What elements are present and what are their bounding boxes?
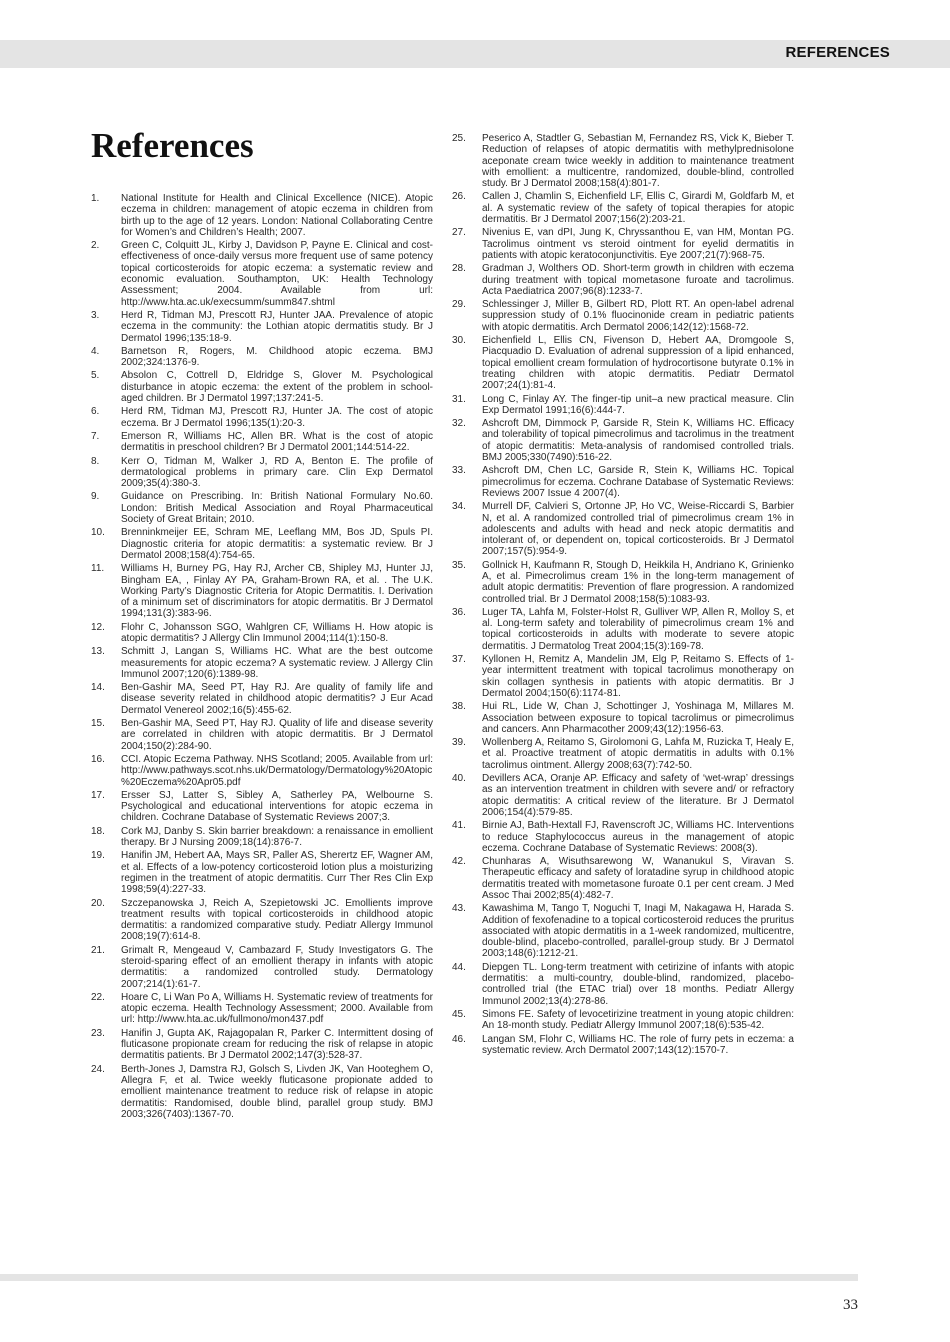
reference-text: Birnie AJ, Bath-Hextall FJ, Ravenscroft JC, Williams HC. Interventions to reduce Staphylococcus aureus in the management of atopic eczema. Cochrane Database of Systematic Reviews: 2008(3). (482, 820, 794, 854)
reference-number: 32. (452, 418, 466, 430)
reference-text: Gollnick H, Kaufmann R, Stough D, Heikkila H, Andriano K, Grinienko A, et al. Pimecrolimus cream 1% in the long-term management of adult atopic dermatitis: Prevention of flare progression. A randomized controlled trial. Br J Dermatol 2008;158(5):1083-93. (482, 559, 794, 605)
reference-number: 35. (452, 559, 466, 571)
reference-text: CCI. Atopic Eczema Pathway. NHS Scotland; 2005. Available from url: http://www.pathways.scot.nhs.uk/Dermatology/Dermatology%20Atopic%20Eczema%20Apr05.pdf (121, 753, 433, 788)
reference-text: Ashcroft DM, Dimmock P, Garside R, Stein K, Williams HC. Efficacy and tolerability of topical pimecrolimus and tacrolimus in the treatment of atopic dermatitis: Meta-analysis of randomised controlled trials. BMJ 2005;330(7490):516-22. (482, 418, 794, 464)
reference-text: Emerson R, Williams HC, Allen BR. What is the cost of atopic dermatitis in preschool children? Br J Dermatol 2001;144:514-22. (121, 430, 433, 454)
reference-item (91, 850, 433, 895)
reference-text: Kawashima M, Tango T, Noguchi T, Inagi M, Nakagawa H, Harada S. Addition of fexofenadine to a topical corticosteroid reduces the pruritus associated with atopic dermatitis in a 1-week randomized, multicentre, double-blind, placebo-controlled, parallel-group study. Br J Dermatol 2003;148(6):1212-21. (482, 903, 794, 960)
reference-text: Hanifin JM, Hebert AA, Mays SR, Paller AS, Sherertz EF, Wagner AM, et al. Effects of a low-potency corticosteroid lotion plus a moisturizing regimen in the treatment of atopic dermatitis. Curr Ther Res Clin Exp 1998;59(4):227-33. (121, 850, 433, 896)
reference-number: 7. (91, 430, 100, 442)
reference-text: Callen J, Chamlin S, Eichenfield LF, Ellis C, Girardi M, Goldfarb M, et al. A systematic review of the safety of topical therapies for atopic dermatitis. Br J Dermatol 2007;156(2):203-21. (482, 191, 794, 226)
reference-item (91, 456, 433, 490)
reference-number: 4. (91, 345, 100, 357)
reference-text: Hanifin J, Gupta AK, Rajagopalan R, Parker C. Intermittent dosing of fluticasone propionate cream for reducing the risk of relapse in atopic dermatitis patients. Br J Dermatol 2002;147(3):528-37. (121, 1027, 433, 1062)
reference-number: 44. (452, 961, 466, 973)
reference-item (452, 227, 794, 261)
reference-text: Eichenfield L, Ellis CN, Fivenson D, Hebert AA, Dromgoole S, Piacquadio D. Evaluation of adrenal suppression of a lipid enhanced, topical emollient cream formulation of hydrocortisone butyrate 0.1% in treating children with atopic dermatitis. Pediatr Dermatol 2007;24(1):81-4. (482, 335, 794, 392)
reference-item (452, 133, 794, 189)
reference-number: 16. (91, 753, 105, 765)
reference-number: 38. (452, 701, 466, 713)
reference-text: Ersser SJ, Latter S, Sibley A, Satherley PA, Welbourne S. Psychological and educational interventions for atopic eczema in children. Cochrane Database of Systematic Reviews 2007;3. (121, 789, 433, 824)
reference-number: 29. (452, 299, 466, 311)
reference-text: Green C, Colquitt JL, Kirby J, Davidson P, Payne E. Clinical and cost-effectiveness of once-daily versus more frequent use of same potency topical corticosteroids for atopic eczema: a systematic review and economic evaluation. Southampton, UK: Health Technology Assessment; 2004. Available from url: http://www.hta.ac.uk/execsumm/summ847.shtml (121, 240, 433, 308)
footer-bar (0, 1274, 858, 1281)
reference-number: 37. (452, 654, 466, 666)
reference-number: 3. (91, 309, 100, 321)
reference-item (91, 1028, 433, 1062)
reference-text: Herd RM, Tidman MJ, Prescott RJ, Hunter JA. The cost of atopic eczema. Br J Dermatol 1996;135(1):20-3. (121, 406, 433, 429)
reference-text: Hui RL, Lide W, Chan J, Schottinger J, Yoshinaga M, Millares M. Association between exposure to topical tacrolimus or pimecrolimus and cancers. Ann Pharmacother 2009;43(12):1956-63. (482, 701, 794, 735)
reference-item (452, 856, 794, 901)
reference-text: Williams H, Burney PG, Hay RJ, Archer CB, Shipley MJ, Hunter JJ, Bingham EA, , Finlay AY PA, Graham-Brown RA, et al. . The U.K. Working Party’s Diagnostic Criteria for Atopic Dermatitis. I. Derivation of a minimum set of discriminators for atopic dermatitis. Br J Dermatol 1994;131(3):383-96. (121, 563, 433, 620)
reference-text: Ben-Gashir MA, Seed PT, Hay RJ. Are quality of family life and disease severity related in childhood atopic dermatitis? J Eur Acad Dermatol Venereol 2002;16(5):455-62. (121, 682, 433, 716)
reference-item (452, 820, 794, 854)
reference-item (91, 790, 433, 824)
reference-text: Kyllonen H, Remitz A, Mandelin JM, Elg P, Reitamo S. Effects of 1-year intermittent treatment with topical tacrolimus monotherapy on skin collagen synthesis in patients with atopic dermatitis. Br J Dermatol 2004;150(6):1174-81. (482, 654, 794, 699)
reference-item (452, 962, 794, 1007)
reference-text: Szczepanowska J, Reich A, Szepietowski JC. Emollients improve treatment results with topical corticosteroids in childhood atopic dermatitis: a randomized comparative study. Pediatr Allergy Immunol 2008;19(7):614-8. (121, 897, 433, 943)
reference-item (91, 527, 433, 561)
reference-number: 25. (452, 133, 466, 144)
page-number: 33 (843, 1297, 858, 1313)
reference-item (452, 501, 794, 557)
reference-item (452, 903, 794, 959)
reference-text: Flohr C, Johansson SGO, Wahlgren CF, Williams H. How atopic is atopic dermatitis? J Allergy Clin Immunol 2004;114(1):150-8. (121, 621, 433, 644)
reference-item (452, 191, 794, 225)
reference-text: Devillers ACA, Oranje AP. Efficacy and safety of ‘wet-wrap’ dressings as an intervention treatment in children with severe and/ or refractory atopic dermatitis: A critical review of the literature. Br J Dermatol 2006;154(4):579-85. (482, 773, 794, 818)
reference-text: Grimalt R, Mengeaud V, Cambazard F, Study Investigators G. The steroid-sparing effect of an emollient therapy in infants with atopic dermatitis: a randomized controlled study. Dermatology 2007;214(1):61-7. (121, 944, 433, 990)
reference-number: 22. (91, 991, 105, 1003)
reference-item (91, 622, 433, 645)
reference-number: 24. (91, 1063, 105, 1075)
reference-item (452, 701, 794, 735)
reference-item (91, 646, 433, 680)
reference-number: 2. (91, 240, 100, 252)
reference-number: 18. (91, 825, 105, 837)
reference-item (91, 992, 433, 1026)
reference-item (91, 193, 433, 238)
reference-text: Brenninkmeijer EE, Schram ME, Leeflang MM, Bos JD, Spuls PI. Diagnostic criteria for atopic dermatitis: a systematic review. Br J Dermatol 2008;158(4):754-65. (121, 527, 433, 561)
reference-text: Berth-Jones J, Damstra RJ, Golsch S, Livden JK, Van Hooteghem O, Allegra F, et al. Twice weekly fluticasone propionate added to emollient maintenance treatment to reduce risk of relapse in atopic dermatitis: Randomised, double blind, parallel group study. BMJ 2003;326(7403):1367-70. (121, 1063, 433, 1120)
running-header: REFERENCES (785, 44, 890, 61)
reference-number: 9. (91, 491, 100, 503)
reference-item (91, 346, 433, 369)
reference-text: Murrell DF, Calvieri S, Ortonne JP, Ho VC, Weise-Riccardi S, Barbier N, et al. A randomized controlled trial of pimecrolimus cream 1% in adolescents and adults with head and neck atopic dermatitis and intolerant of, or dependent on, topical corticosteroids. Br J Dermatol 2007;157(5):954-9. (482, 501, 794, 558)
reference-text: Cork MJ, Danby S. Skin barrier breakdown: a renaissance in emollient therapy. Br J Nursing 2009;18(14):876-7. (121, 825, 433, 849)
reference-item (91, 491, 433, 525)
reference-number: 34. (452, 501, 466, 513)
reference-number: 39. (452, 737, 466, 749)
reference-number: 6. (91, 406, 100, 418)
reference-item (91, 240, 433, 308)
reference-text: Absolon C, Cottrell D, Eldridge S, Glover M. Psychological disturbance in atopic eczema: the extent of the problem in school-aged children. Br J Dermatol 1997;137:241-5. (121, 370, 433, 405)
reference-number: 5. (91, 370, 100, 382)
reference-number: 46. (452, 1033, 466, 1045)
reference-text: Barnetson R, Rogers, M. Childhood atopic eczema. BMJ 2002;324:1376-9. (121, 345, 433, 369)
reference-text: Langan SM, Flohr C, Williams HC. The role of furry pets in eczema: a systematic review. Arch Dermatol 2007;143(12):1570-7. (482, 1033, 794, 1056)
reference-text: Schlessinger J, Miller B, Gilbert RD, Plott RT. An open-label adrenal suppression study of 0.1% fluocinonide cream in pediatric patients with atopic dermatitis. Arch Dermatol 2006;142(12):1568-72. (482, 299, 794, 333)
reference-number: 8. (91, 455, 100, 467)
reference-item (91, 563, 433, 619)
reference-number: 10. (91, 527, 105, 539)
reference-text: National Institute for Health and Clinical Excellence (NICE). Atopic eczema in children: management of atopic eczema in children from birth up to the age of 12 years. London: National Collaborating Centre for Women’s and Children’s Health; 2007. (121, 193, 433, 238)
reference-number: 43. (452, 903, 466, 915)
reference-number: 20. (91, 897, 105, 909)
reference-text: Guidance on Prescribing. In: British National Formulary No.60. London: British Medical Association and Royal Pharmaceutical Society of Great Britain; 2010. (121, 491, 433, 526)
reference-text: Wollenberg A, Reitamo S, Girolomoni G, Lahfa M, Ruzicka T, Healy E, et al. Proactive treatment of atopic dermatitis in adults with 0.1% tacrolimus ointment. Allergy 2008;63(7):742-50. (482, 737, 794, 771)
reference-number: 13. (91, 646, 105, 658)
reference-text: Ben-Gashir MA, Seed PT, Hay RJ. Quality of life and disease severity are correlated in children with atopic dermatitis. Br J Dermatol 2004;150(2):284-90. (121, 718, 433, 752)
reference-number: 15. (91, 718, 105, 730)
reference-number: 11. (91, 563, 105, 575)
reference-item (452, 654, 794, 699)
reference-item (91, 406, 433, 429)
reference-number: 12. (91, 621, 105, 633)
reference-item (91, 826, 433, 849)
reference-number: 1. (91, 193, 100, 204)
reference-number: 41. (452, 820, 466, 832)
reference-number: 28. (452, 263, 466, 275)
reference-number: 40. (452, 773, 466, 785)
reference-item (452, 773, 794, 818)
reference-number: 36. (452, 606, 466, 618)
reference-text: Herd R, Tidman MJ, Prescott RJ, Hunter JAA. Prevalence of atopic eczema in the community: the Lothian atopic dermatitis study. Br J Dermatol 1996;135:18-9. (121, 309, 433, 344)
reference-number: 45. (452, 1008, 466, 1020)
references-column-left (91, 193, 433, 1122)
references-column-right (452, 133, 794, 1058)
reference-item (91, 370, 433, 404)
reference-item (452, 560, 794, 605)
reference-text: Kerr O, Tidman M, Walker J, RD A, Benton E. The profile of dermatological problems in primary care. Clin Exp Dermatol 2009;35(4):380-3. (121, 455, 433, 490)
reference-number: 17. (91, 789, 105, 801)
reference-item (452, 607, 794, 652)
reference-item (452, 418, 794, 463)
reference-number: 31. (452, 393, 466, 405)
reference-number: 26. (452, 191, 466, 203)
reference-item (452, 1034, 794, 1057)
reference-number: 33. (452, 465, 466, 477)
reference-text: Peserico A, Stadtler G, Sebastian M, Fernandez RS, Vick K, Bieber T. Reduction of relapses of atopic dermatitis with methylprednisolone aceponate cream twice weekly in addition to maintenance treatment with emollient: a multicentre, randomized, double-blind, controlled study. Br J Dermatol 2008;158(4):801-7. (482, 133, 794, 190)
reference-item (91, 431, 433, 454)
reference-number: 30. (452, 335, 466, 347)
reference-item (452, 263, 794, 297)
reference-item (452, 465, 794, 499)
reference-item (452, 394, 794, 417)
reference-text: Nivenius E, van dPI, Jung K, Chryssanthou E, van HM, Montan PG. Tacrolimus ointment vs steroid ointment for eyelid dermatitis in patients with atopic keratoconjunctivitis. Eye 2007;21(7):968-75. (482, 227, 794, 261)
reference-number: 27. (452, 227, 466, 239)
reference-text: Diepgen TL. Long-term treatment with cetirizine of infants with atopic dermatitis: a multi-country, double-blind, randomized, placebo-controlled trial (the ETAC trial) over 18 months. Pediatr Allergy Immunol 2002;13(4):278-86. (482, 961, 794, 1007)
reference-text: Luger TA, Lahfa M, Folster-Holst R, Gulliver WP, Allen R, Molloy S, et al. Long-term safety and tolerability of pimecrolimus cream 1% and topical corticosteroids in adults with moderate to severe atopic dermatitis. J Dermatolog Treat 2004;15(3):169-78. (482, 606, 794, 652)
reference-text: Ashcroft DM, Chen LC, Garside R, Stein K, Williams HC. Topical pimecrolimus for eczema. Cochrane Database of Systematic Reviews: Reviews 2007 Issue 4 2007(4). (482, 465, 794, 499)
reference-number: 42. (452, 856, 466, 868)
reference-item (91, 898, 433, 943)
reference-text: Long C, Finlay AY. The finger-tip unit–a new practical measure. Clin Exp Dermatol 1991;16(6):444-7. (482, 393, 794, 416)
reference-item (452, 1009, 794, 1032)
reference-item (452, 335, 794, 391)
reference-text: Hoare C, Li Wan Po A, Williams H. Systematic review of treatments for atopic eczema. Health Technology Assessment; 2000. Available from url: http://www.hta.ac.uk/fullmono/mon437.pdf (121, 991, 433, 1026)
reference-item (452, 737, 794, 771)
reference-number: 14. (91, 682, 105, 694)
page-title: References (91, 126, 254, 165)
reference-text: Schmitt J, Langan S, Williams HC. What are the best outcome measurements for atopic eczema? A systematic review. J Allergy Clin Immunol 2007;120(6):1389-98. (121, 646, 433, 680)
reference-item (91, 945, 433, 990)
reference-item (452, 299, 794, 333)
reference-item (91, 310, 433, 344)
reference-item (91, 1064, 433, 1120)
reference-item (91, 718, 433, 752)
reference-number: 21. (91, 944, 105, 956)
reference-text: Gradman J, Wolthers OD. Short-term growth in children with eczema during treatment with topical mometasone furoate and tacrolimus. Acta Paediatrica 2007;96(8):1233-7. (482, 263, 794, 297)
reference-item (91, 754, 433, 788)
reference-text: Chunharas A, Wisuthsarewong W, Wananukul S, Viravan S. Therapeutic efficacy and safety of loratadine syrup in childhood atopic dermatitis treated with mometasone furoate 0.1 per cent cream. J Med Assoc Thai 2002;85(4):482-7. (482, 856, 794, 901)
reference-number: 19. (91, 850, 105, 862)
reference-text: Simons FE. Safety of levocetirizine treatment in young atopic children: An 18-month study. Pediatr Allergy Immunol 2007;18(6):535-42. (482, 1008, 794, 1032)
reference-item (91, 682, 433, 716)
reference-number: 23. (91, 1027, 105, 1039)
